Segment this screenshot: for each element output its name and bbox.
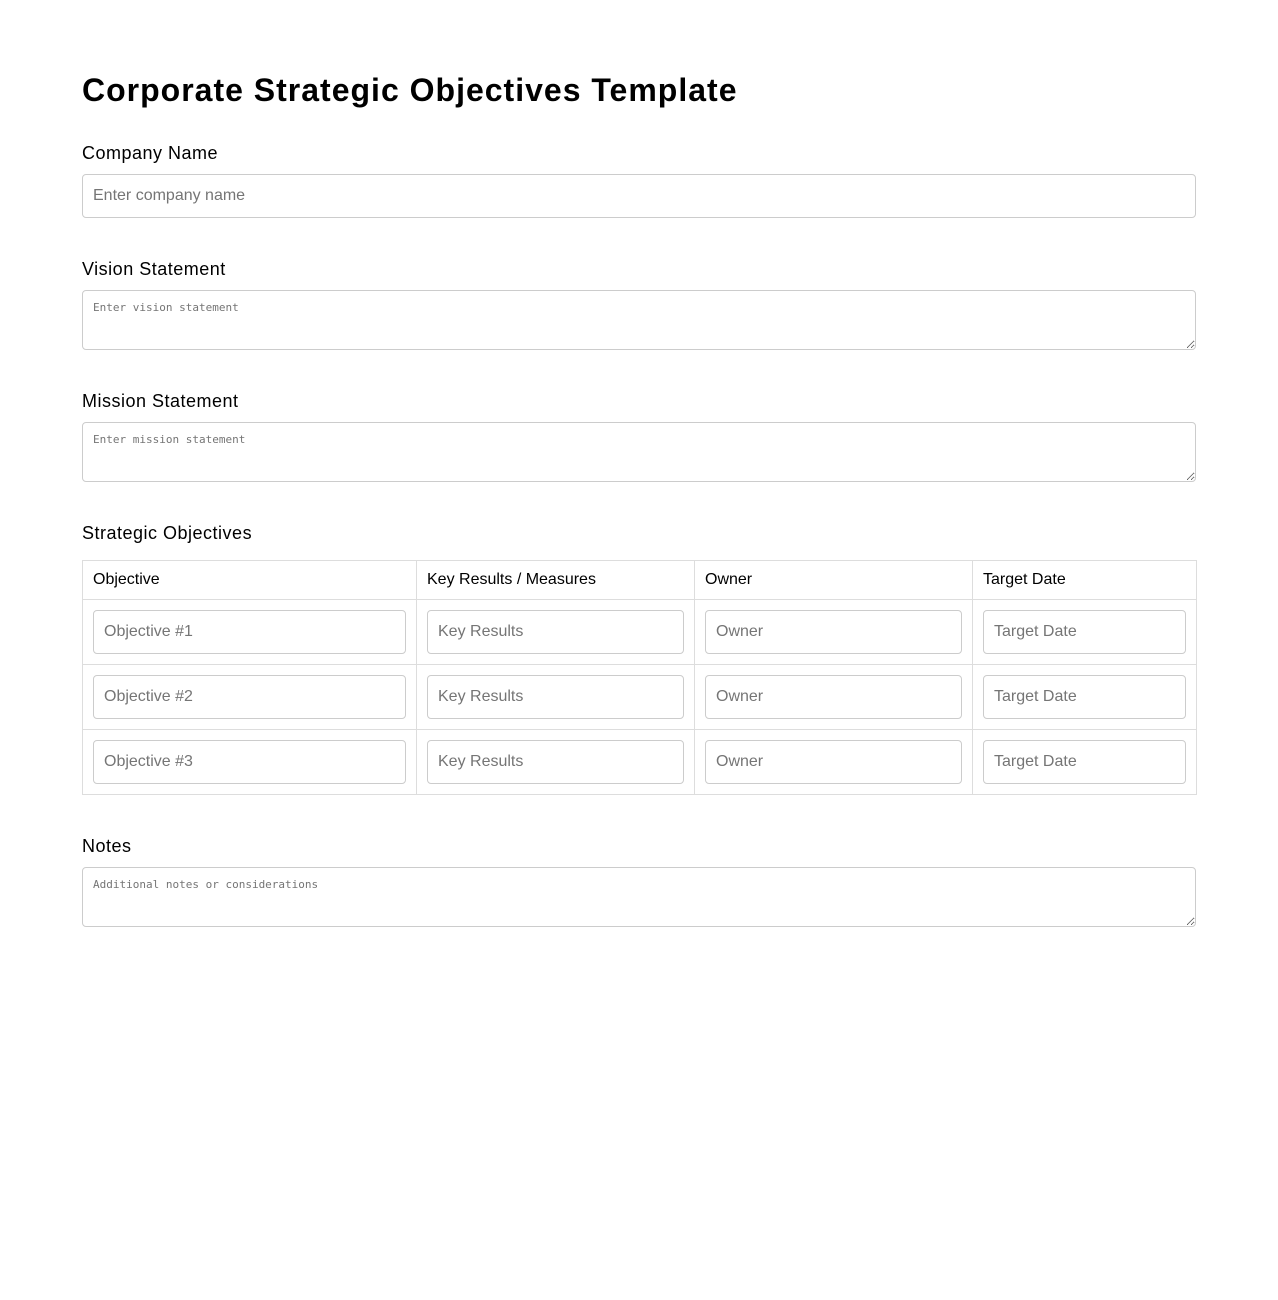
notes-label: Notes [82,836,132,856]
objective-input-1[interactable] [93,610,406,654]
owner-input-1[interactable] [705,610,962,654]
mission-statement-label: Mission Statement [82,391,239,411]
table-cell [83,665,417,730]
objective-input-3[interactable] [93,740,406,784]
key-results-input-3[interactable] [427,740,684,784]
table-cell [973,730,1197,795]
table-cell [83,600,417,665]
table-cell [417,600,695,665]
table-cell [417,730,695,795]
table-cell [973,600,1197,665]
column-header-objective: Objective [83,561,417,600]
mission-statement-textarea[interactable] [82,422,1196,482]
owner-input-2[interactable] [705,675,962,719]
table-header-row [83,561,1197,600]
company-name-input[interactable] [82,174,1196,218]
objective-input-2[interactable] [93,675,406,719]
column-header-key-results: Key Results / Measures [417,561,695,600]
strategic-objectives-label: Strategic Objectives [82,523,253,543]
table-cell [695,665,973,730]
target-date-input-3[interactable] [983,740,1186,784]
table-cell [695,600,973,665]
column-header-owner: Owner [695,561,973,600]
column-header-target-date: Target Date [973,561,1197,600]
target-date-input-2[interactable] [983,675,1186,719]
notes-textarea[interactable] [82,867,1196,927]
vision-statement-textarea[interactable] [82,290,1196,350]
table-row [83,730,1197,795]
key-results-input-1[interactable] [427,610,684,654]
page-title: Corporate Strategic Objectives Template [82,72,738,108]
table-cell [973,665,1197,730]
key-results-input-2[interactable] [427,675,684,719]
table-row [83,665,1197,730]
objectives-table [82,560,1197,795]
target-date-input-1[interactable] [983,610,1186,654]
vision-statement-label: Vision Statement [82,259,226,279]
table-cell [417,665,695,730]
table-cell [695,730,973,795]
company-name-label: Company Name [82,143,219,163]
owner-input-3[interactable] [705,740,962,784]
table-row [83,600,1197,665]
table-cell [83,730,417,795]
